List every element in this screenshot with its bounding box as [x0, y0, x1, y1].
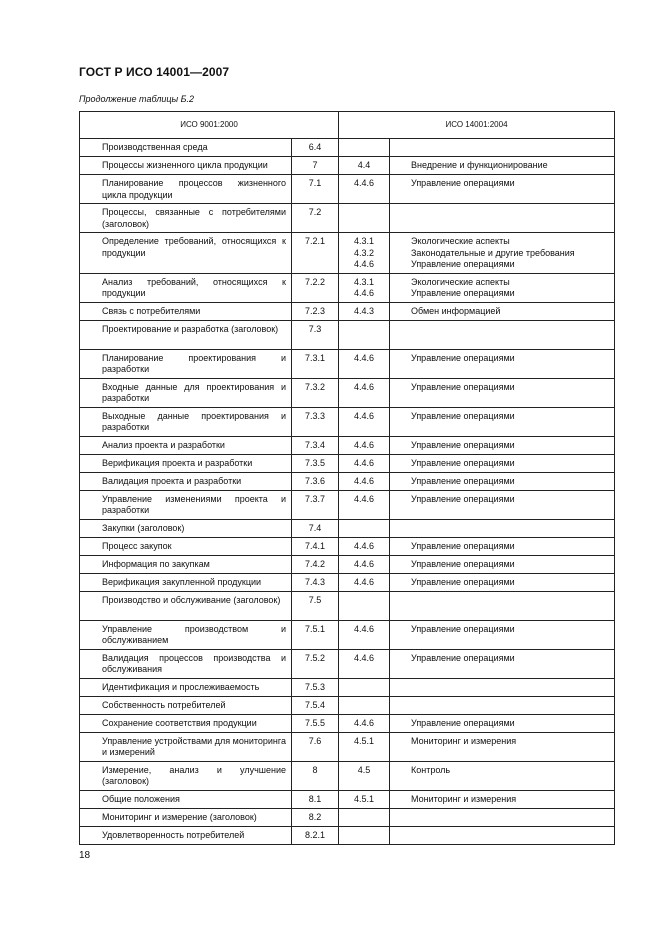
- requirement-code-cell: 7.5.4: [292, 696, 339, 714]
- requirement-name-cell: Производственная среда: [80, 139, 292, 157]
- requirement-code-cell: 6.4: [292, 139, 339, 157]
- requirement-name-cell: Процессы, связанные с потребителями (заголовок): [80, 204, 292, 233]
- iso14001-name-cell: Управление операциями: [390, 649, 615, 678]
- iso14001-name-cell: Внедрение и функционирование: [390, 157, 615, 175]
- requirement-code-cell: 7.3.4: [292, 436, 339, 454]
- iso14001-code-cell: [339, 519, 390, 537]
- iso14001-name-cell: Контроль: [390, 761, 615, 790]
- table-row: [80, 573, 615, 591]
- requirement-code-cell: 7.4: [292, 519, 339, 537]
- iso14001-name-cell: Управление операциями: [390, 714, 615, 732]
- table-row: [80, 808, 615, 826]
- iso14001-name-cell: [390, 808, 615, 826]
- table-row: [80, 175, 615, 204]
- requirement-code-cell: 7.5.2: [292, 649, 339, 678]
- requirement-name-cell: Производство и обслуживание (заголовок): [80, 591, 292, 620]
- iso14001-code-cell: 4.4.6: [339, 714, 390, 732]
- table-row: [80, 714, 615, 732]
- table-row: [80, 472, 615, 490]
- table-row: [80, 761, 615, 790]
- table-row: [80, 537, 615, 555]
- iso14001-name-cell: Экологические аспекты Законодательные и другие требования Управление операциями: [390, 233, 615, 274]
- iso14001-name-cell: Управление операциями: [390, 436, 615, 454]
- table-row: [80, 157, 615, 175]
- iso14001-name-cell: Управление операциями: [390, 555, 615, 573]
- requirement-code-cell: 7.3.3: [292, 407, 339, 436]
- requirement-code-cell: 7.3.6: [292, 472, 339, 490]
- table-body: [80, 139, 615, 845]
- requirement-name-cell: Сохранение соответствия продукции: [80, 714, 292, 732]
- iso14001-code-cell: 4.4.6: [339, 620, 390, 649]
- table-row: [80, 378, 615, 407]
- iso14001-code-cell: [339, 320, 390, 349]
- requirement-code-cell: 7.2.3: [292, 302, 339, 320]
- requirement-name-cell: Мониторинг и измерение (заголовок): [80, 808, 292, 826]
- table-row: [80, 349, 615, 378]
- table-row: [80, 519, 615, 537]
- document-header: ГОСТ Р ИСО 14001—2007: [79, 65, 230, 79]
- iso14001-name-cell: Управление операциями: [390, 378, 615, 407]
- page-number: 18: [79, 850, 91, 861]
- iso14001-code-cell: 4.5.1: [339, 790, 390, 808]
- requirement-code-cell: 7.5.5: [292, 714, 339, 732]
- table-row: [80, 826, 615, 844]
- requirement-code-cell: 7.5: [292, 591, 339, 620]
- requirement-code-cell: 7.1: [292, 175, 339, 204]
- requirement-code-cell: 7.3.2: [292, 378, 339, 407]
- iso14001-name-cell: [390, 678, 615, 696]
- iso14001-name-cell: Экологические аспекты Управление операциями: [390, 273, 615, 302]
- table-row: [80, 407, 615, 436]
- requirement-name-cell: Собственность потребителей: [80, 696, 292, 714]
- requirement-code-cell: 7: [292, 157, 339, 175]
- iso14001-name-cell: Мониторинг и измерения: [390, 732, 615, 761]
- table-row: [80, 273, 615, 302]
- iso14001-code-cell: 4.4.6: [339, 490, 390, 519]
- iso14001-name-cell: [390, 591, 615, 620]
- requirement-code-cell: 7.4.3: [292, 573, 339, 591]
- requirement-name-cell: Определение требований, относящихся к продукции: [80, 233, 292, 274]
- requirement-name-cell: Планирование проектирования и разработки: [80, 349, 292, 378]
- iso14001-code-cell: 4.4.6: [339, 555, 390, 573]
- requirement-name-cell: Процессы жизненного цикла продукции: [80, 157, 292, 175]
- iso14001-name-cell: Мониторинг и измерения: [390, 790, 615, 808]
- requirement-code-cell: 7.2.2: [292, 273, 339, 302]
- requirement-name-cell: Выходные данные проектирования и разработки: [80, 407, 292, 436]
- iso14001-name-cell: Управление операциями: [390, 407, 615, 436]
- requirement-code-cell: 7.2: [292, 204, 339, 233]
- requirement-code-cell: 7.3.5: [292, 454, 339, 472]
- table-row: [80, 436, 615, 454]
- iso14001-code-cell: 4.4.6: [339, 349, 390, 378]
- iso14001-name-cell: [390, 204, 615, 233]
- iso14001-name-cell: Обмен информацией: [390, 302, 615, 320]
- requirement-code-cell: 8.2.1: [292, 826, 339, 844]
- iso14001-name-cell: Управление операциями: [390, 573, 615, 591]
- requirement-code-cell: 7.3.1: [292, 349, 339, 378]
- requirement-code-cell: 7.3: [292, 320, 339, 349]
- table-row: [80, 555, 615, 573]
- iso14001-code-cell: 4.5: [339, 761, 390, 790]
- iso14001-name-cell: [390, 519, 615, 537]
- requirement-name-cell: Валидация процессов производства и обслуживания: [80, 649, 292, 678]
- table-row: [80, 204, 615, 233]
- requirement-name-cell: Управление устройствами для мониторинга и измерений: [80, 732, 292, 761]
- iso14001-name-cell: Управление операциями: [390, 490, 615, 519]
- iso14001-name-cell: Управление операциями: [390, 175, 615, 204]
- requirement-code-cell: 7.2.1: [292, 233, 339, 274]
- requirement-name-cell: Общие положения: [80, 790, 292, 808]
- table-header-row: [80, 112, 615, 139]
- iso14001-code-cell: 4.4.6: [339, 175, 390, 204]
- requirement-code-cell: 7.4.1: [292, 537, 339, 555]
- iso14001-code-cell: [339, 591, 390, 620]
- requirement-name-cell: Процесс закупок: [80, 537, 292, 555]
- requirement-code-cell: 7.5.1: [292, 620, 339, 649]
- requirement-name-cell: Верификация закупленной продукции: [80, 573, 292, 591]
- column-header-iso9001: ИСО 9001:2000: [80, 112, 339, 139]
- iso14001-code-cell: [339, 696, 390, 714]
- iso14001-code-cell: 4.5.1: [339, 732, 390, 761]
- requirement-code-cell: 8: [292, 761, 339, 790]
- table-row: [80, 591, 615, 620]
- iso14001-code-cell: 4.4.3: [339, 302, 390, 320]
- requirement-name-cell: Проектирование и разработка (заголовок): [80, 320, 292, 349]
- requirement-code-cell: 7.4.2: [292, 555, 339, 573]
- iso14001-name-cell: Управление операциями: [390, 472, 615, 490]
- table-row: [80, 649, 615, 678]
- iso14001-code-cell: 4.4.6: [339, 407, 390, 436]
- iso14001-code-cell: 4.4.6: [339, 436, 390, 454]
- table-row: [80, 302, 615, 320]
- table-row: [80, 490, 615, 519]
- iso14001-name-cell: [390, 826, 615, 844]
- iso14001-name-cell: [390, 139, 615, 157]
- requirement-name-cell: Закупки (заголовок): [80, 519, 292, 537]
- iso14001-code-cell: [339, 808, 390, 826]
- correspondence-table: [79, 111, 615, 845]
- table-row: [80, 696, 615, 714]
- requirement-name-cell: Верификация проекта и разработки: [80, 454, 292, 472]
- requirement-code-cell: 7.5.3: [292, 678, 339, 696]
- requirement-code-cell: 8.1: [292, 790, 339, 808]
- requirement-code-cell: 7.6: [292, 732, 339, 761]
- requirement-name-cell: Управление производством и обслуживанием: [80, 620, 292, 649]
- table-row: [80, 139, 615, 157]
- iso14001-name-cell: [390, 320, 615, 349]
- iso14001-code-cell: [339, 139, 390, 157]
- iso14001-code-cell: [339, 826, 390, 844]
- column-header-iso14001: ИСО 14001:2004: [339, 112, 615, 139]
- requirement-name-cell: Информация по закупкам: [80, 555, 292, 573]
- requirement-name-cell: Планирование процессов жизненного цикла продукции: [80, 175, 292, 204]
- iso14001-code-cell: [339, 204, 390, 233]
- requirement-name-cell: Управление изменениями проекта и разработки: [80, 490, 292, 519]
- requirement-code-cell: 7.3.7: [292, 490, 339, 519]
- iso14001-code-cell: [339, 678, 390, 696]
- iso14001-code-cell: 4.4.6: [339, 649, 390, 678]
- requirement-name-cell: Входные данные для проектирования и разработки: [80, 378, 292, 407]
- iso14001-code-cell: 4.4: [339, 157, 390, 175]
- table-row: [80, 233, 615, 274]
- iso14001-name-cell: [390, 696, 615, 714]
- iso14001-code-cell: 4.4.6: [339, 537, 390, 555]
- requirement-name-cell: Идентификация и прослеживаемость: [80, 678, 292, 696]
- iso14001-code-cell: 4.4.6: [339, 573, 390, 591]
- iso14001-code-cell: 4.3.1 4.4.6: [339, 273, 390, 302]
- iso14001-name-cell: Управление операциями: [390, 620, 615, 649]
- iso14001-code-cell: 4.4.6: [339, 472, 390, 490]
- iso14001-name-cell: Управление операциями: [390, 537, 615, 555]
- table-row: [80, 790, 615, 808]
- table-caption: Продолжение таблицы Б.2: [79, 94, 195, 104]
- iso14001-code-cell: 4.4.6: [339, 378, 390, 407]
- iso14001-name-cell: Управление операциями: [390, 454, 615, 472]
- requirement-name-cell: Анализ требований, относящихся к продукции: [80, 273, 292, 302]
- requirement-name-cell: Связь с потребителями: [80, 302, 292, 320]
- requirement-name-cell: Измерение, анализ и улучшение (заголовок): [80, 761, 292, 790]
- iso14001-code-cell: 4.3.1 4.3.2 4.4.6: [339, 233, 390, 274]
- requirement-name-cell: Валидация проекта и разработки: [80, 472, 292, 490]
- table-row: [80, 732, 615, 761]
- table-row: [80, 620, 615, 649]
- table-row: [80, 454, 615, 472]
- iso14001-name-cell: Управление операциями: [390, 349, 615, 378]
- table-row: [80, 678, 615, 696]
- requirement-name-cell: Удовлетворенность потребителей: [80, 826, 292, 844]
- requirement-name-cell: Анализ проекта и разработки: [80, 436, 292, 454]
- iso14001-code-cell: 4.4.6: [339, 454, 390, 472]
- requirement-code-cell: 8.2: [292, 808, 339, 826]
- table-row: [80, 320, 615, 349]
